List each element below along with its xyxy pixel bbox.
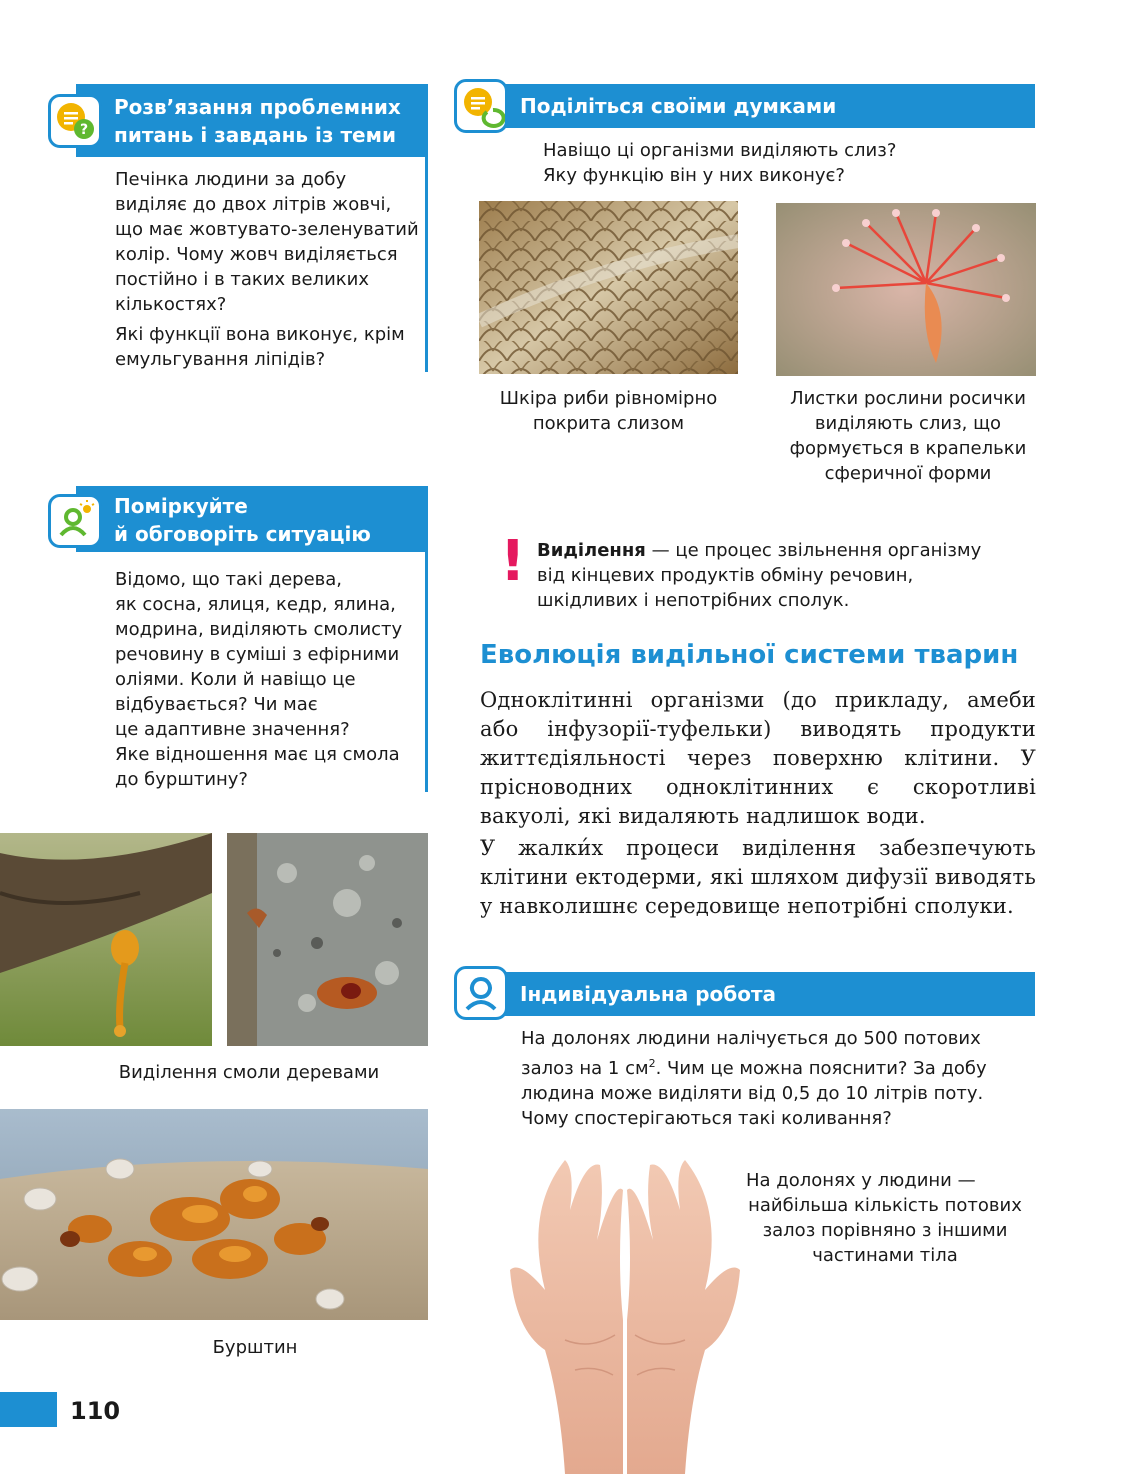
think-box-title-line1: Поміркуйте xyxy=(114,494,248,518)
resin-trunk-photo xyxy=(227,833,428,1046)
palms-caption: На долонях у людини — найбільша кількість потових залоз порівняно з іншими частинами тіла xyxy=(746,1170,1022,1266)
chat-bubbles-icon xyxy=(454,79,508,133)
problem-box-title-line1: Розв’язання проблемних xyxy=(114,95,401,119)
resin-branch-photo xyxy=(0,833,212,1046)
think-box-header xyxy=(76,486,428,552)
fish-caption: Шкіра риби рівномірно покрита слизом xyxy=(499,388,718,434)
lightbulb-person-icon xyxy=(48,494,102,548)
definition-text: Виділення — це процес звільнення організму від кінцевих продуктів обміну речовин, шкідливих і непотрібних сполук. xyxy=(537,540,982,611)
problem-box-paragraph-1: Печінка людини за добу виділяє до двох літрів жовчі, що має жовтувато-зеленуватий колір. Чому жовч виділяється постійно і в таких великих кількостях? xyxy=(115,169,419,315)
exclamation-mark: ! xyxy=(500,529,526,594)
palms-photo xyxy=(505,1150,745,1474)
share-box-header xyxy=(482,84,1035,128)
problem-box-title-line2: питань і завдань із теми xyxy=(114,123,396,147)
chat-question-icon xyxy=(48,94,102,148)
think-box-title-line2: й обговоріть ситуацію xyxy=(114,522,371,546)
page-number-tab xyxy=(0,1392,57,1427)
sundew-plant-photo xyxy=(776,203,1036,376)
think-box-border xyxy=(425,552,428,792)
definition-term: Виділення xyxy=(537,540,646,561)
sundew-caption: Листки рослини росички виділяють слиз, що формується в крапельки сферичної форми xyxy=(789,388,1027,484)
individual-box-title: Індивідуальна робота xyxy=(520,982,777,1006)
individual-box-header xyxy=(482,972,1035,1016)
amber-photo xyxy=(0,1109,428,1320)
resin-caption: Виділення смоли деревами xyxy=(118,1062,380,1083)
page-number: 110 xyxy=(70,1397,121,1425)
share-box-questions: Навіщо ці організми виділяють слиз? Яку функцію він у них виконує? xyxy=(543,140,897,186)
svg-text:?: ? xyxy=(79,122,89,138)
section-paragraph-1: Одноклітинні організми (до прикладу, амеби або інфузорії-туфельки) виводять продукти життєдіяльності через поверхню клітини. У прісноводних одноклітинних є скоротливі вакуолі, які видаляють надлишок води. xyxy=(480,688,1036,828)
amber-caption: Бурштин xyxy=(212,1337,298,1358)
section-heading: Еволюція видільної системи тварин xyxy=(480,640,1019,670)
problem-box-paragraph-2: Які функції вона виконує, крім емульгування ліпідів? xyxy=(115,324,405,370)
problem-box-header xyxy=(76,84,428,157)
section-paragraph-2: У жалки́х процеси виділення забезпечують клітини ектодерми, які шляхом дифузії виводять у навколишнє середовище непотрібні сполуки. xyxy=(480,836,1036,918)
individual-box-text: На долонях людини налічується до 500 потових залоз на 1 $см^2$. Чим це можна пояснити? За добу людина може виділяти від 0,5 до 10 літрів поту. Чому спостерігаються такі коливання? xyxy=(521,1028,987,1129)
fish-skin-photo xyxy=(479,201,738,374)
share-box-title: Поділіться своїми думками xyxy=(520,94,837,118)
person-icon xyxy=(454,966,508,1020)
think-box-text: Відомо, що такі дерева, як сосна, ялиця, кедр, ялина, модрина, виділяють смолисту речовину в суміші з ефірними оліями. Коли й навіщо це відбувається? Чи має це адаптивне значення? Яке відношення має ця смола до бурштину? xyxy=(115,569,403,790)
problem-box-border xyxy=(425,157,428,372)
